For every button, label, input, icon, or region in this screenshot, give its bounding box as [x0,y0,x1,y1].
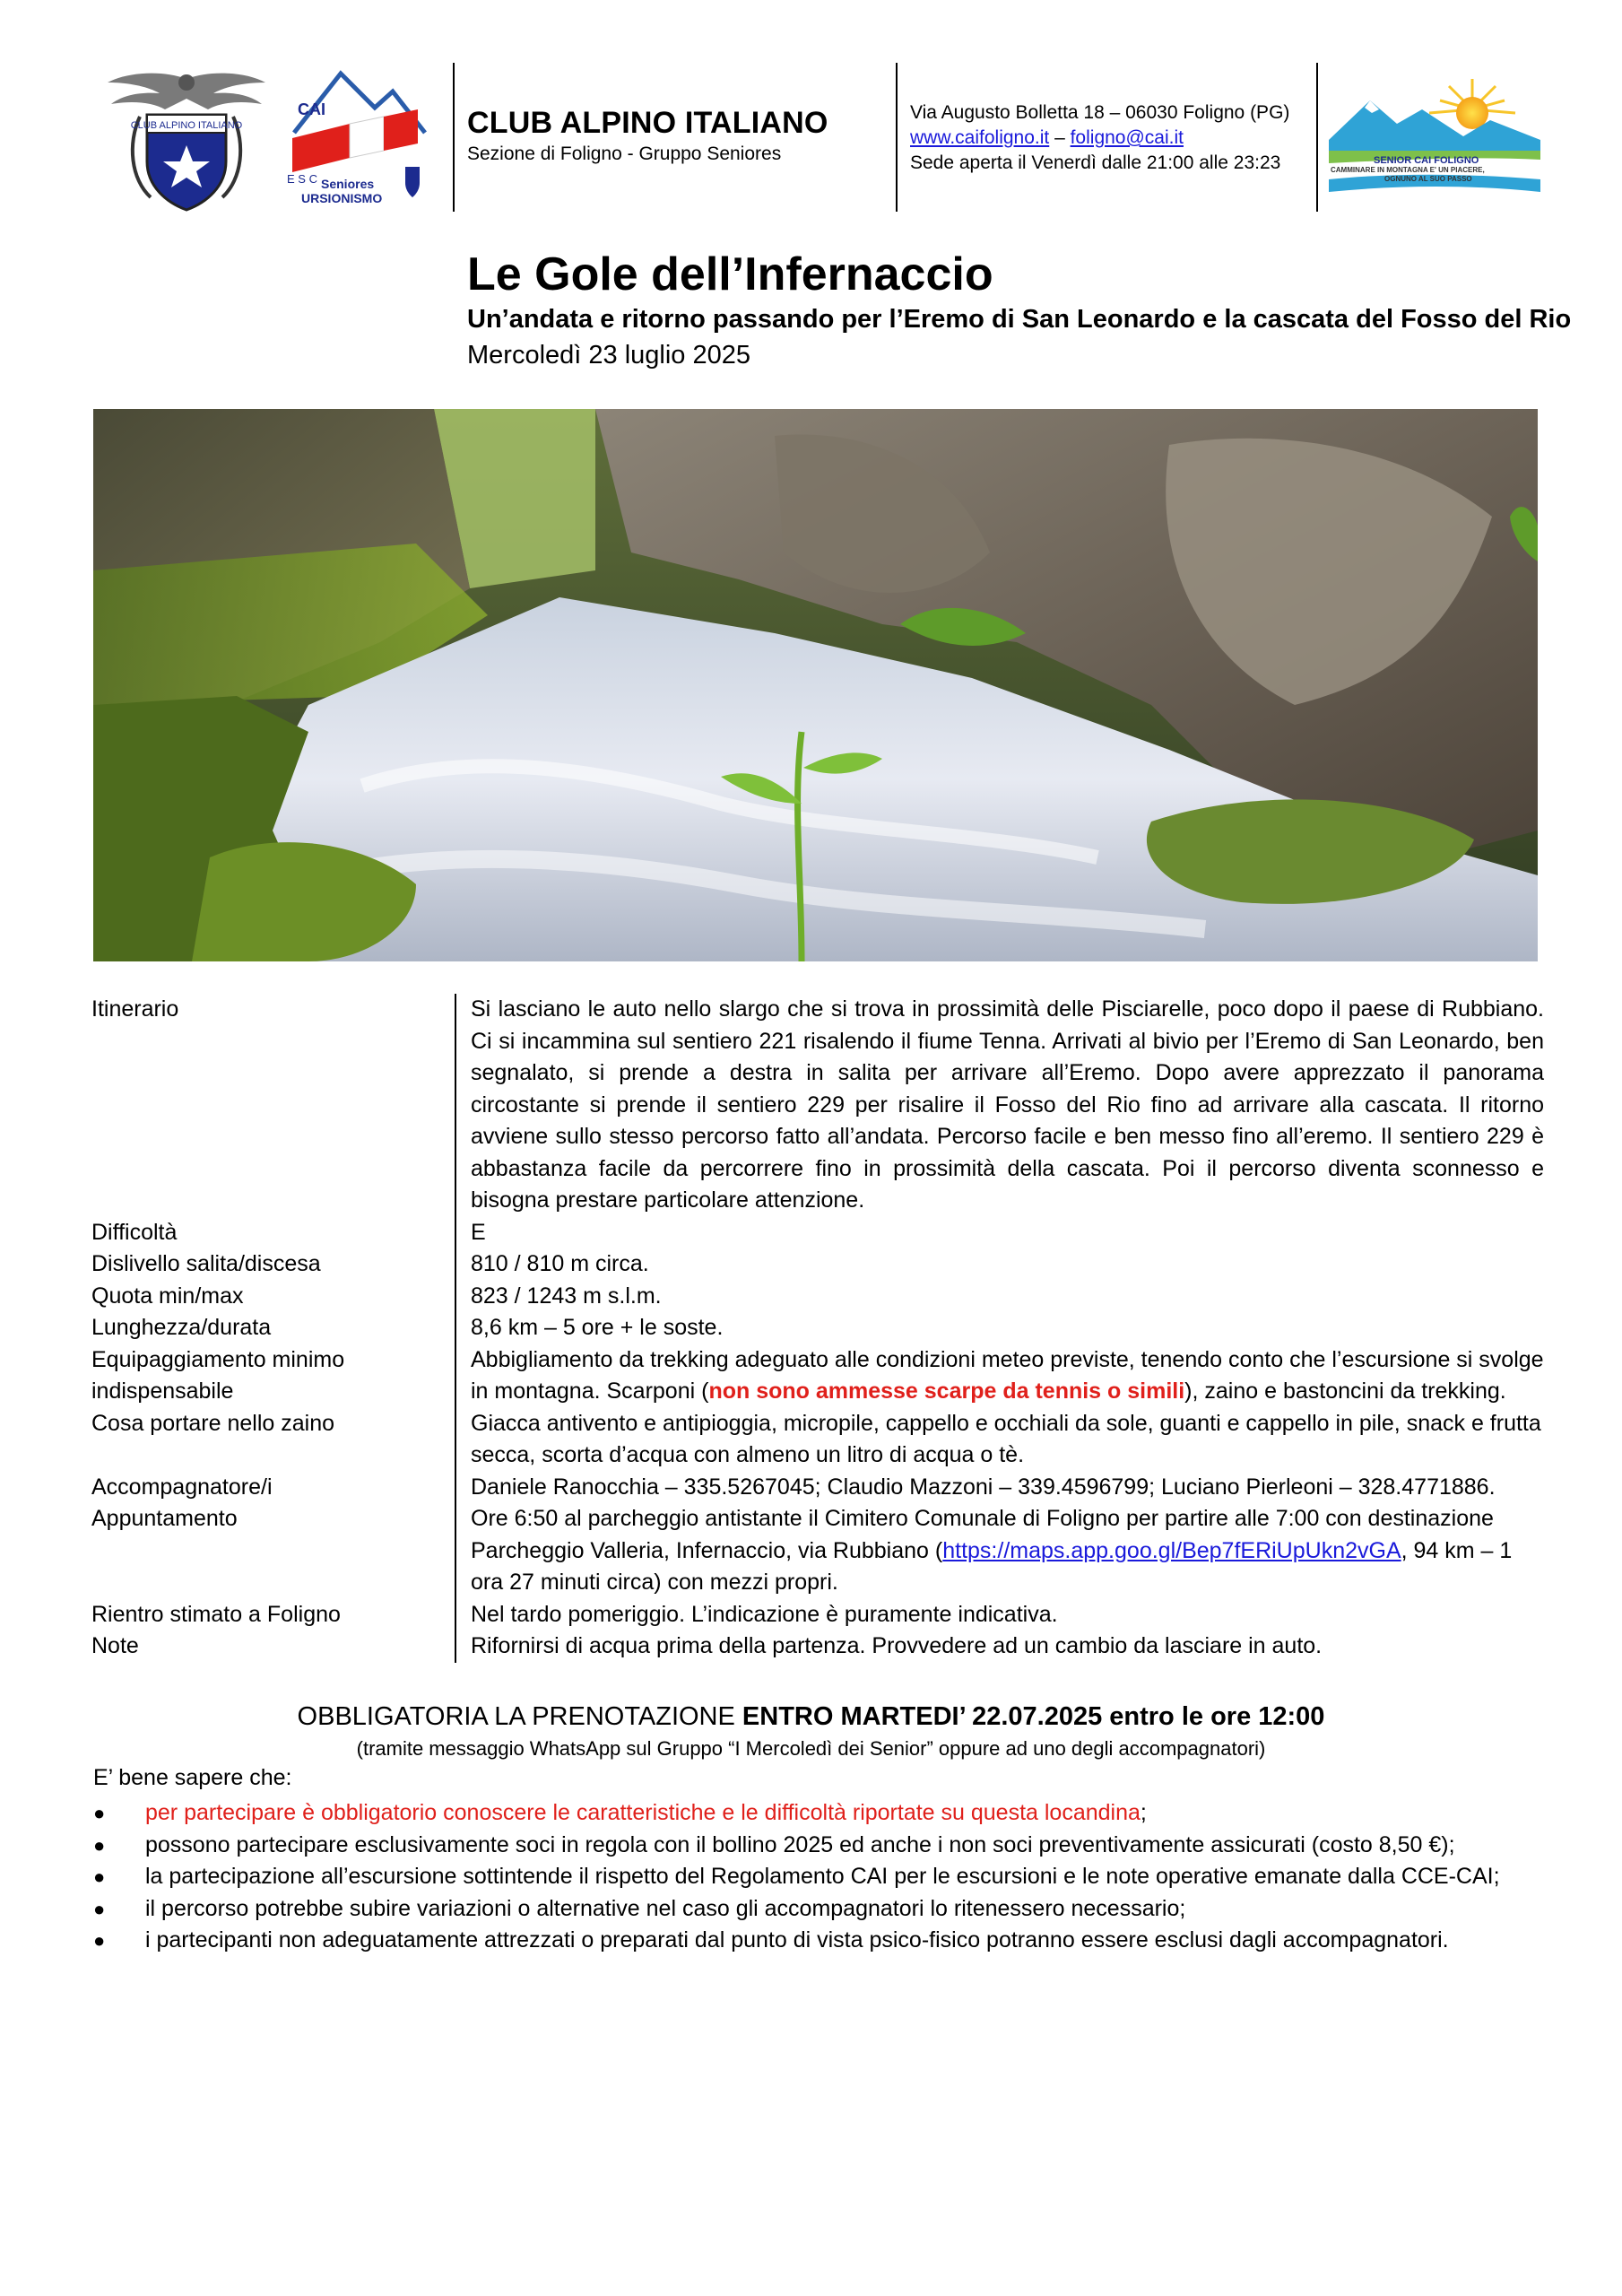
logo2-side-text: E S C [287,172,317,186]
row-accompagnatori [90,1472,1551,1504]
value-quota: 823 / 1243 m s.l.m. [455,1281,1551,1313]
logo1-text: CLUB ALPINO ITALIANO [130,120,243,131]
note-1-tail: ; [1140,1800,1147,1825]
logo2-cai-text: CAI [298,100,325,118]
row-lunghezza [90,1312,1551,1344]
booking-method: (tramite messaggio WhatsApp sul Gruppo “I Mercoledì dei Senior” oppure ad uno degli accompagnatori) [356,1737,1266,1760]
cai-eagle-logo [100,63,273,213]
cai-seniores-escursionismo-logo [285,61,430,208]
row-difficolta [90,1217,1551,1249]
label-note: Note [91,1633,139,1658]
header-divider-1 [453,63,455,212]
label-appuntamento: Appuntamento [91,1506,238,1531]
label-rientro: Rientro stimato a Foligno [91,1601,341,1627]
bullet-icon: ● [93,1833,106,1857]
booking-notice [0,1702,1622,1732]
header-divider-2 [896,63,898,212]
list-item [90,1797,1560,1830]
row-quota [90,1281,1551,1313]
label-zaino: Cosa portare nello zaino [91,1410,334,1436]
note-5: i partecipanti non adeguatamente attrezzati o preparati dal punto di vista psico-fisico potranno essere esclusi dagli accompagnatori. [145,1927,1449,1952]
row-note [90,1631,1551,1663]
value-difficolta: E [455,1217,1551,1249]
logo3-line3: OGNUNO AL SUO PASSO [1384,175,1472,183]
value-rientro: Nel tardo pomeriggio. L’indicazione è puramente indicativa. [455,1599,1551,1631]
org-name: CLUB ALPINO ITALIANO [467,106,828,140]
logo3-line1: SENIOR CAI FOLIGNO [1374,155,1479,166]
separator: – [1049,127,1071,148]
row-zaino [90,1408,1551,1472]
note-2: possono partecipare esclusivamente soci in regola con il bollino 2025 ed anche i non soci preventivamente assicurati (costo 8,50 €); [145,1831,1455,1857]
label-accompagnatori: Accompagnatore/i [91,1474,273,1500]
label-equipaggiamento [90,1344,455,1408]
value-equipaggiamento [455,1344,1551,1408]
gorge-photo [93,409,1538,961]
section-name: Sezione di Foligno - Gruppo Seniores [467,144,782,164]
bullet-icon: ● [93,1802,106,1824]
address: Via Augusto Bolletta 18 – 06030 Foligno (PG) [910,102,1290,123]
bullet-icon: ● [93,1897,106,1920]
info-table [90,994,1551,1663]
contact-block [910,100,1289,176]
label-equipaggiamento-line1: Equipaggiamento minimo [91,1346,345,1372]
opening-hours: Sede aperta il Venerdì dalle 21:00 alle 23:23 [910,152,1281,173]
event-title: Le Gole dell’Infernaccio [467,248,993,300]
list-item [90,1830,1560,1862]
row-appuntamento [90,1503,1551,1599]
value-itinerario: Si lasciano le auto nello slargo che si trova in prossimità delle Pisciarelle, poco dopo il paese di Rubbiano. Ci si incammina sul sentiero 221 risalendo il fiume Tenna. Arrivati al bivio per l’Eremo di San Leonardo, ben segnalato, si prende a destra in salita per arrivare all’Eremo. Dopo avere apprezzato il panorama circostante si prende il sentiero 229 per risalire il Fosso del Rio fino ad arrivare alla cascata. Il ritorno avviene sullo stesso percorso fatto all’andata. Percorso facile e ben messo fino all’eremo. Il sentiero 229 è abbastanza facile da percorrere fino in prossimità della cascata. Poi il percorso diventa sconnesso e bisogna prestare particolare attenzione. [455,994,1551,1217]
email-link[interactable]: foligno@cai.it [1070,127,1184,148]
row-itinerario [90,994,1551,1217]
value-accompagnatori: Daniele Ranocchia – 335.5267045; Claudio Mazzoni – 339.4596799; Luciano Pierleoni – 328.4771886. [455,1472,1551,1504]
label-lunghezza: Lunghezza/durata [91,1315,272,1340]
maps-link[interactable]: https://maps.app.goo.gl/Bep7fERiUpUkn2vGA [942,1537,1401,1563]
equip-warning: non sono ammesse scarpe da tennis o simili [708,1378,1185,1404]
note-3: la partecipazione all’escursione sottintende il rispetto del Regolamento CAI per le escursioni e le note operative emanate dalla CCE-CAI; [145,1864,1500,1889]
value-zaino: Giacca antivento e antipioggia, micropile, cappello e occhiali da sole, guanti e cappello in pile, snack e frutta secca, scorta d’acqua con almeno un litro di acqua o tè. [455,1408,1551,1472]
booking-text: OBBLIGATORIA LA PRENOTAZIONE [297,1702,742,1731]
list-item [90,1925,1560,1957]
value-note: Rifornirsi di acqua prima della partenza. Provvedere ad un cambio da lasciare in auto. [455,1631,1551,1663]
header-divider-3 [1316,63,1318,212]
logo2-ursionismo-text: URSIONISMO [301,191,383,205]
equip-text-post: ), zaino e bastoncini da trekking. [1184,1378,1506,1404]
label-quota: Quota min/max [91,1283,244,1309]
value-appuntamento [455,1503,1551,1599]
row-rientro [90,1599,1551,1631]
row-equipaggiamento [90,1344,1551,1408]
website-link[interactable]: www.caifoligno.it [910,127,1050,148]
event-date: Mercoledì 23 luglio 2025 [467,341,750,370]
equip-text-pre: Abbigliamento da trekking adeguato alle condizioni meteo previste, tenendo conto che l’escursione si svolge in montagna. Scarponi ( [471,1346,1544,1404]
notes-intro: E’ bene sapere che: [93,1765,292,1790]
label-difficolta: Difficoltà [91,1219,178,1245]
label-itinerario: Itinerario [91,996,179,1022]
logo3-line2: CAMMINARE IN MONTAGNA E' UN PIACERE, [1331,166,1485,174]
list-item [90,1893,1560,1926]
label-dislivello: Dislivello salita/discesa [91,1251,321,1276]
event-subtitle: Un’andata e ritorno passando per l’Eremo di San Leonardo e la cascata del Fosso del Rio [467,305,1572,334]
notes-list [90,1797,1560,1957]
note-1-red: per partecipare è obbligatorio conoscere le caratteristiche e le difficoltà riportate su questa locandina [145,1800,1141,1825]
web-email-line [910,126,1289,151]
logo2-seniores-text: Seniores [321,177,375,191]
note-4: il percorso potrebbe subire variazioni o alternative nel caso gli accompagnatori lo ritenessero necessario; [145,1895,1186,1921]
bullet-icon: ● [93,1866,106,1888]
label-equipaggiamento-line2: indispensabile [91,1378,234,1404]
appuntamento-text-pre: Ore 6:50 al parcheggio antistante il Cimitero Comunale di Foligno per partire alle 7:00 con destinazione Parcheggio Valleria, Infernaccio, via Rubbiano ( [471,1506,1494,1563]
bullet-icon: ● [93,1929,106,1952]
booking-deadline: ENTRO MARTEDI’ 22.07.2025 entro le ore 12:00 [742,1702,1325,1731]
list-item [90,1861,1560,1893]
senior-cai-foligno-logo [1329,74,1540,197]
appuntamento-text-post: , 94 km – 1 ora 27 minuti circa) con mezzi propri. [471,1537,1513,1595]
row-dislivello [90,1248,1551,1281]
value-dislivello: 810 / 810 m circa. [455,1248,1551,1281]
value-lunghezza: 8,6 km – 5 ore + le soste. [455,1312,1551,1344]
